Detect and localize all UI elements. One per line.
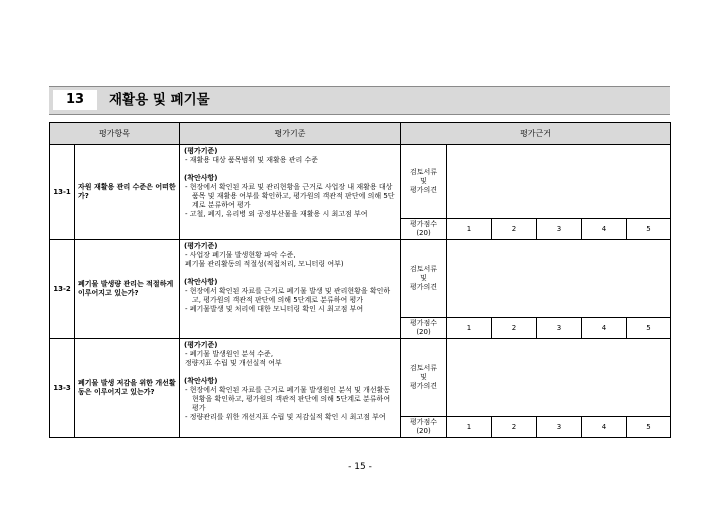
docs-label: 검토서류 및 평가의견 — [401, 339, 447, 417]
item-question: 자원 재활용 관리 수준은 어떠한가? — [75, 145, 180, 240]
score-5: 5 — [627, 417, 671, 438]
score-4: 4 — [582, 318, 627, 339]
score-3: 3 — [537, 417, 582, 438]
score-1: 1 — [447, 318, 492, 339]
table-row — [50, 339, 671, 417]
check-line: - 현장에서 확인된 자료 및 관리현황을 근거로 사업장 내 재활용 대상 품목 및 재활용 여부를 확인하고, 평가원의 객관적 판단에 의해 5단계로 분류하여 평가 — [185, 183, 395, 209]
criteria-line: - 재활용 대상 품목범위 및 재활용 관리 수준 — [185, 156, 319, 164]
score-label: 평가점수 (20) — [401, 219, 447, 240]
score-3: 3 — [537, 219, 582, 240]
check-line: - 현장에서 확인된 자료를 근거로 폐기물 발생 및 관리현황을 확인하고, 평가원의 객관적 판단에 의해 5단계로 분류하여 평가 — [185, 287, 391, 304]
criteria-line: - 폐기물 발생원인 분석 수준, — [185, 350, 274, 358]
docs-label: 검토서류 및 평가의견 — [401, 145, 447, 219]
header-eval-item: 평가항목 — [50, 123, 180, 145]
criteria-line: 폐기물 관리활동의 적절성(적접처리, 모니터링 여부) — [185, 260, 344, 268]
section-title: 재활용 및 폐기물 — [109, 92, 210, 108]
docs-label: 검토서류 및 평가의견 — [401, 240, 447, 318]
score-1: 1 — [447, 219, 492, 240]
header-eval-basis: 평가근거 — [401, 123, 671, 145]
check-line: - 현장에서 확인된 자료를 근거로 폐기물 발생원인 분석 및 개선활동 현황을 확인하고, 평가원의 객관적 판단에 의해 5단계로 분류하여 평가 — [185, 386, 391, 412]
score-2: 2 — [492, 318, 537, 339]
score-5: 5 — [627, 318, 671, 339]
item-number: 13-2 — [50, 240, 75, 339]
criteria-label: (평가기준) — [184, 242, 218, 250]
evaluation-table — [49, 122, 671, 438]
item-number: 13-3 — [50, 339, 75, 438]
check-line: - 폐기물발생 및 처리에 대한 모니터링 확인 시 최고점 부여 — [185, 305, 364, 313]
score-label: 평가점수 (20) — [401, 417, 447, 438]
item-question: 폐기물 발생량 관리는 적절하게 이루어지고 있는가? — [75, 240, 180, 339]
score-4: 4 — [582, 417, 627, 438]
check-label: (착안사항) — [184, 377, 218, 385]
table-row — [50, 240, 671, 318]
score-5: 5 — [627, 219, 671, 240]
header-eval-criteria: 평가기준 — [180, 123, 401, 145]
score-label: 평가점수 (20) — [401, 318, 447, 339]
criteria-line: 정량지표 수립 및 개선실적 여부 — [185, 359, 282, 367]
criteria-label: (평가기준) — [184, 147, 218, 155]
item-criteria — [180, 339, 401, 438]
page-number: - 15 - — [348, 462, 372, 472]
docs-opinion-cell — [447, 339, 671, 417]
docs-opinion-cell — [447, 240, 671, 318]
table-header-row — [50, 123, 671, 145]
check-line: - 고철, 폐지, 유리병 외 공정부산물을 재활용 시 최고점 부여 — [185, 210, 368, 218]
score-2: 2 — [492, 219, 537, 240]
score-1: 1 — [447, 417, 492, 438]
score-2: 2 — [492, 417, 537, 438]
criteria-label: (평가기준) — [184, 341, 218, 349]
item-criteria — [180, 240, 401, 339]
check-label: (착안사항) — [184, 174, 218, 182]
score-4: 4 — [582, 219, 627, 240]
score-3: 3 — [537, 318, 582, 339]
item-criteria — [180, 145, 401, 240]
item-question: 폐기물 발생 저감을 위한 개선활동은 이루어지고 있는가? — [75, 339, 180, 438]
item-number: 13-1 — [50, 145, 75, 240]
check-label: (착안사항) — [184, 278, 218, 286]
check-line: - 정량관리를 위한 개선지표 수립 및 저감실적 확인 시 최고점 부여 — [185, 413, 386, 421]
docs-opinion-cell — [447, 145, 671, 219]
criteria-line: - 사업장 폐기물 발생현황 파악 수준, — [185, 251, 296, 259]
section-number: 13 — [53, 90, 97, 110]
table-row — [50, 145, 671, 219]
